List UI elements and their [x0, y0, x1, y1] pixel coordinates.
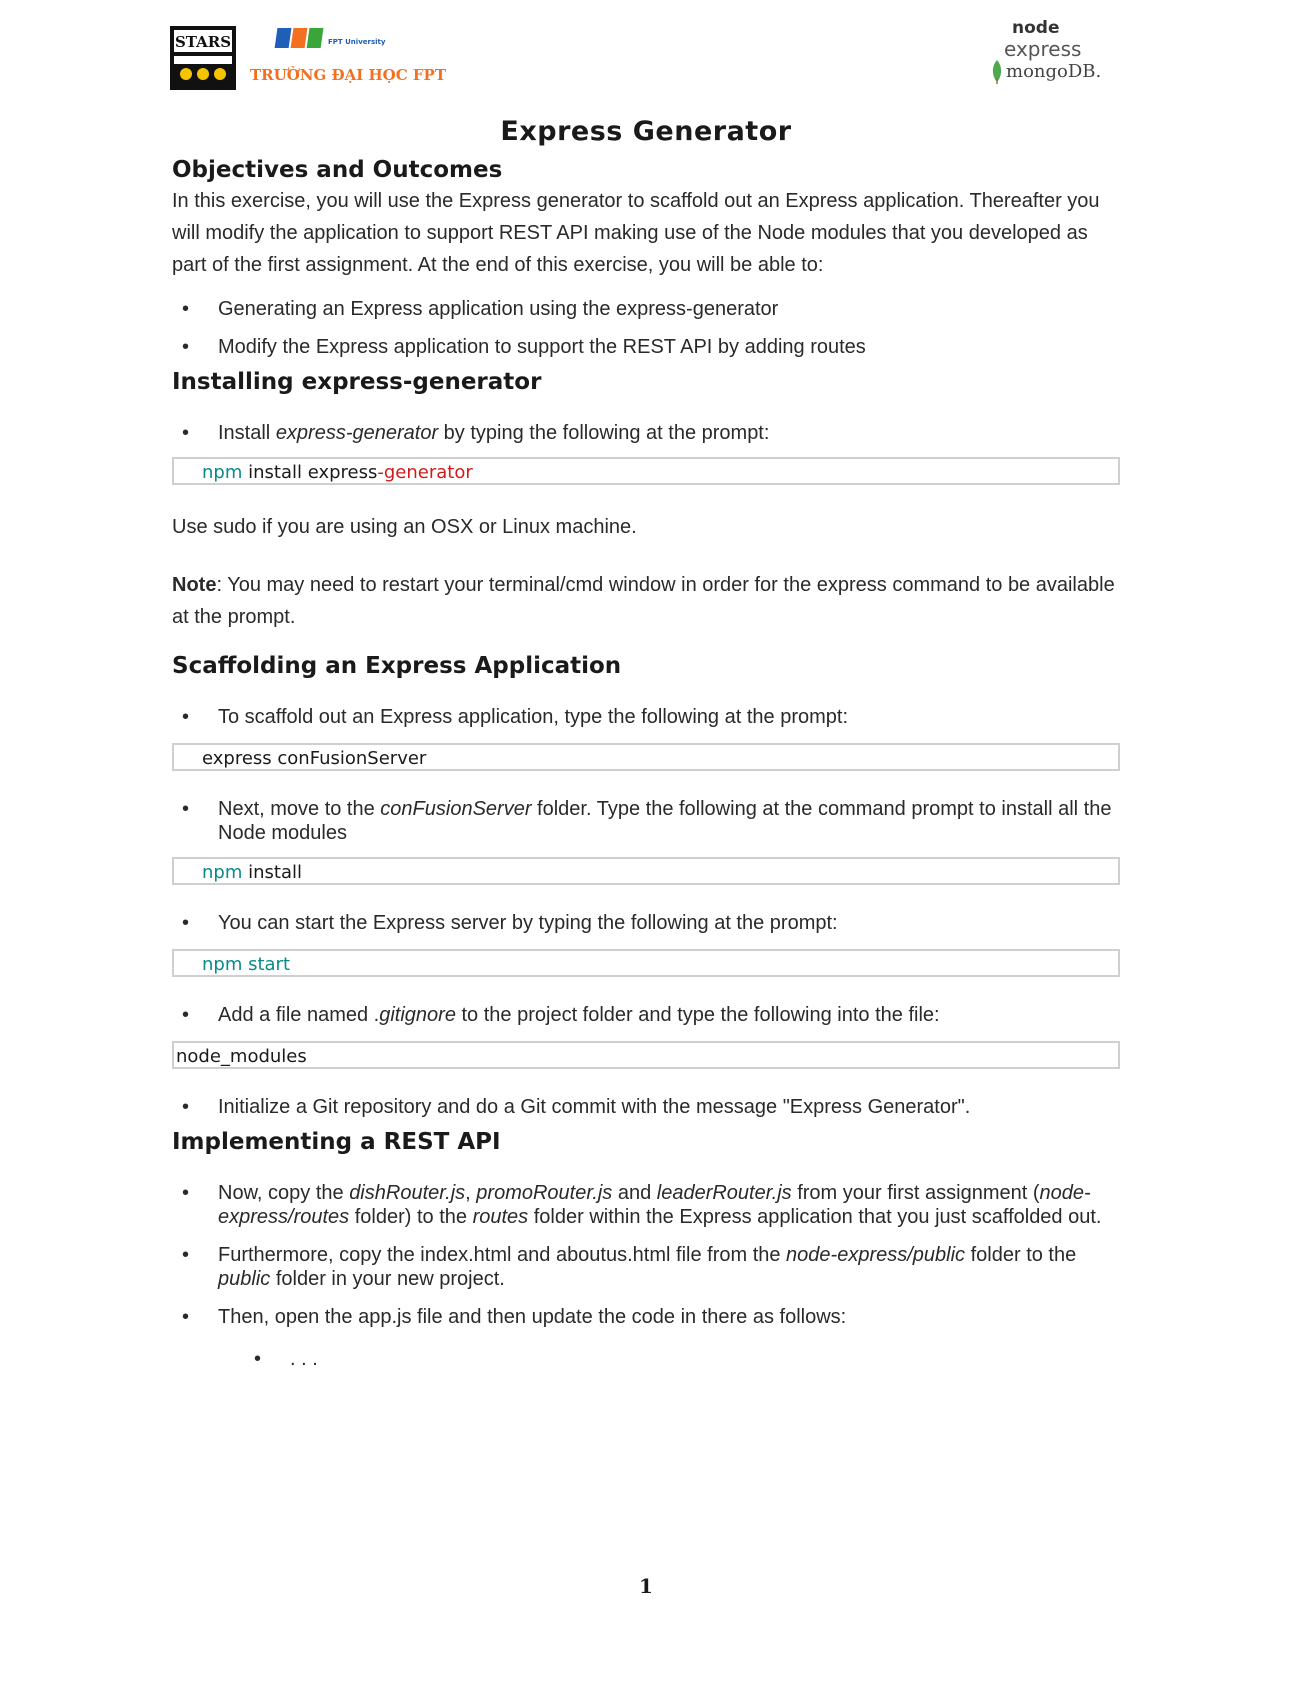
objectives-list [172, 297, 1120, 359]
leaf-icon [990, 60, 1004, 84]
list-item: • You can start the Express server by typing the following at the prompt: [172, 911, 1120, 935]
code-block-npm-start: npm start [172, 949, 1120, 977]
heading-implementing: Implementing a REST API [172, 1129, 501, 1155]
implementing-sublist [172, 1347, 1120, 1371]
sudo-note: Use sudo if you are using an OSX or Linux machine. [172, 516, 637, 538]
university-name: TRƯỜNG ĐẠI HỌC FPT [250, 66, 446, 84]
header-logos-right [990, 18, 1120, 90]
document-body [172, 116, 1120, 1371]
list-item: • . . . [244, 1347, 1120, 1371]
heading-scaffolding: Scaffolding an Express Application [172, 653, 622, 679]
list-item: • To scaffold out an Express application, type the following at the prompt: [172, 705, 1120, 729]
scaffold-list-4 [172, 1003, 1120, 1027]
document-title: Express Generator [500, 116, 792, 147]
heading-objectives: Objectives and Outcomes [172, 157, 503, 183]
scaffold-list-3 [172, 911, 1120, 935]
list-item: • Generating an Express application using the express-generator [172, 297, 1120, 321]
list-item: • Furthermore, copy the index.html and aboutus.html file from the node-express/public folder to the public folder in your new project. [172, 1243, 1120, 1291]
list-item: • Add a file named .gitignore to the project folder and type the following into the file: [172, 1003, 1120, 1027]
svg-text:FPT University: FPT University [328, 38, 386, 46]
installing-list [172, 421, 1120, 445]
list-item: • Next, move to the conFusionServer folder. Type the following at the command prompt to install all the Node modules [172, 797, 1120, 845]
page-number: 1 [639, 1574, 653, 1598]
implementing-list [172, 1181, 1120, 1329]
node-logo: node [1012, 18, 1060, 38]
heading-installing: Installing express-generator [172, 369, 542, 395]
svg-text:STARS: STARS [174, 33, 232, 51]
mongodb-logo: mongoDB. [990, 60, 1120, 84]
fpt-logo [278, 24, 386, 58]
express-logo: express [1004, 37, 1082, 61]
restart-note: Note: You may need to restart your terminal/cmd window in order for the express command to be available at the prompt. [172, 574, 1115, 628]
code-block-gitignore: node_modules [172, 1041, 1120, 1069]
list-item: • Install express-generator by typing the following at the prompt: [172, 421, 1120, 445]
list-item: • Now, copy the dishRouter.js, promoRouter.js and leaderRouter.js from your first assignment (node-express/routes folder) to the routes folder within the Express application that you just scaffolded out. [172, 1181, 1120, 1229]
list-item: • Then, open the app.js file and then update the code in there as follows: [172, 1305, 1120, 1329]
list-item: • Initialize a Git repository and do a Git commit with the message "Express Generator". [172, 1095, 1120, 1119]
header-logos-left [170, 24, 446, 94]
code-block-npm-install: npm install [172, 857, 1120, 885]
list-item: • Modify the Express application to support the REST API by adding routes [172, 335, 1120, 359]
code-block-install: npm install express-generator [172, 457, 1120, 485]
objectives-intro: In this exercise, you will use the Express generator to scaffold out an Express application. Thereafter you will modify the application to support REST API making use of the Node modules that you developed as part of the first assignment. At the end of this exercise, you will be able to: [172, 190, 1100, 276]
scaffold-list-1 [172, 705, 1120, 729]
scaffold-list-5 [172, 1095, 1120, 1119]
scaffold-list-2 [172, 797, 1120, 845]
code-block-express: express conFusionServer [172, 743, 1120, 771]
